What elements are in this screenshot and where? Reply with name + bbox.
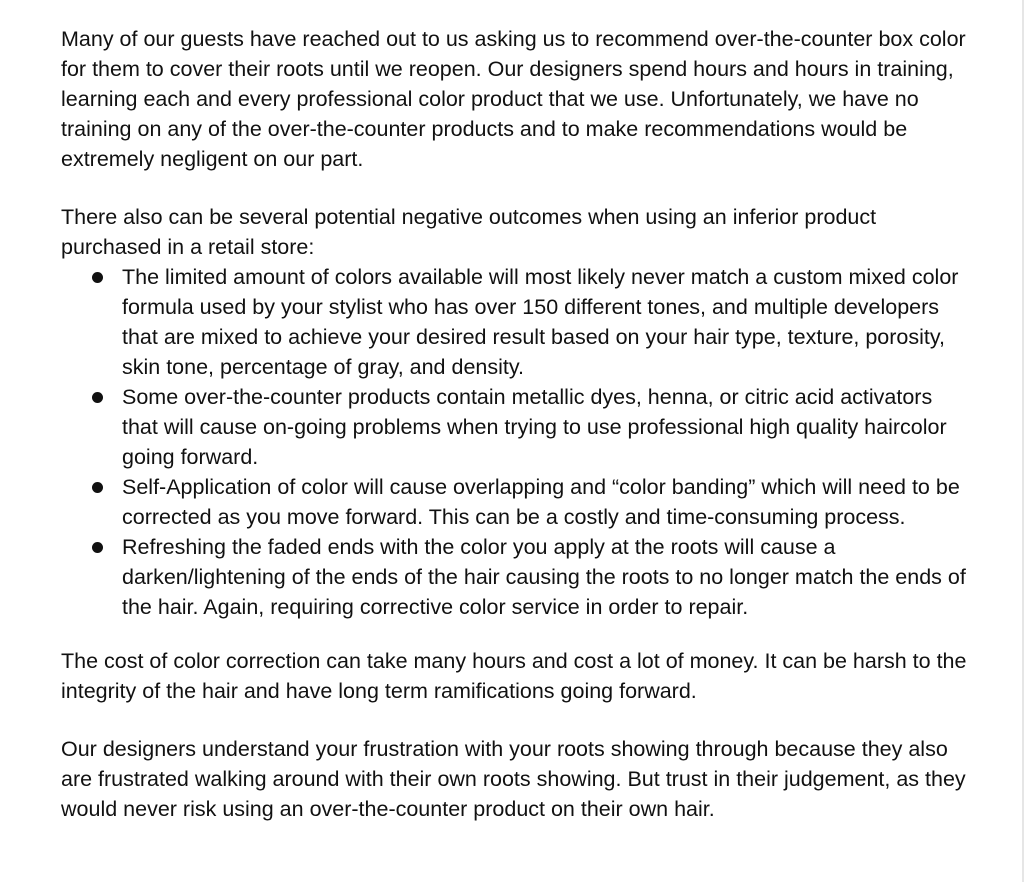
list-item <box>61 472 971 532</box>
closing-paragraph: Our designers understand your frustration with your roots showing through because they also are frustrated walking around with their own roots showing. But trust in their judgement, as they would never risk using an over-the-counter product on their own hair. <box>61 737 966 821</box>
list-item-text: Self-Application of color will cause overlapping and “color banding” which will need to be corrected as you move forward. This can be a costly and time-consuming process. <box>122 475 960 529</box>
paragraph-spacer <box>61 622 971 646</box>
negative-outcomes-list <box>61 262 971 622</box>
cost-paragraph: The cost of color correction can take many hours and cost a lot of money. It can be harsh to the integrity of the hair and have long term ramifications going forward. <box>61 649 967 703</box>
list-item-text: Refreshing the faded ends with the color you apply at the roots will cause a darken/lightening of the ends of the hair causing the roots to no longer match the ends of the hair. Again, requiring corrective color service in order to repair. <box>122 535 966 619</box>
list-item-text: Some over-the-counter products contain metallic dyes, henna, or citric acid activators that will cause on-going problems when trying to use professional high quality haircolor going forward. <box>122 385 947 469</box>
list-item <box>61 382 971 472</box>
paragraph-spacer <box>61 174 971 202</box>
document-body <box>61 24 971 824</box>
bullet-icon <box>92 392 103 403</box>
bullet-icon <box>92 272 103 283</box>
list-item <box>61 262 971 382</box>
paragraph-spacer <box>61 706 971 734</box>
outcomes-intro-paragraph: There also can be several potential negative outcomes when using an inferior product purchased in a retail store: <box>61 205 877 259</box>
bullet-icon <box>92 542 103 553</box>
list-item-text: The limited amount of colors available will most likely never match a custom mixed color formula used by your stylist who has over 150 different tones, and multiple developers that are mixed to achieve your desired result based on your hair type, texture, porosity, skin tone, percentage of gray, and density. <box>122 265 959 379</box>
bullet-icon <box>92 482 103 493</box>
intro-paragraph: Many of our guests have reached out to us asking us to recommend over-the-counter box color for them to cover their roots until we reopen. Our designers spend hours and hours in training, learning each and every professional color product that we use. Unfortunately, we have no training on any of the over-the-counter products and to make recommendations would be extremely negligent on our part. <box>61 27 966 171</box>
list-item <box>61 532 971 622</box>
